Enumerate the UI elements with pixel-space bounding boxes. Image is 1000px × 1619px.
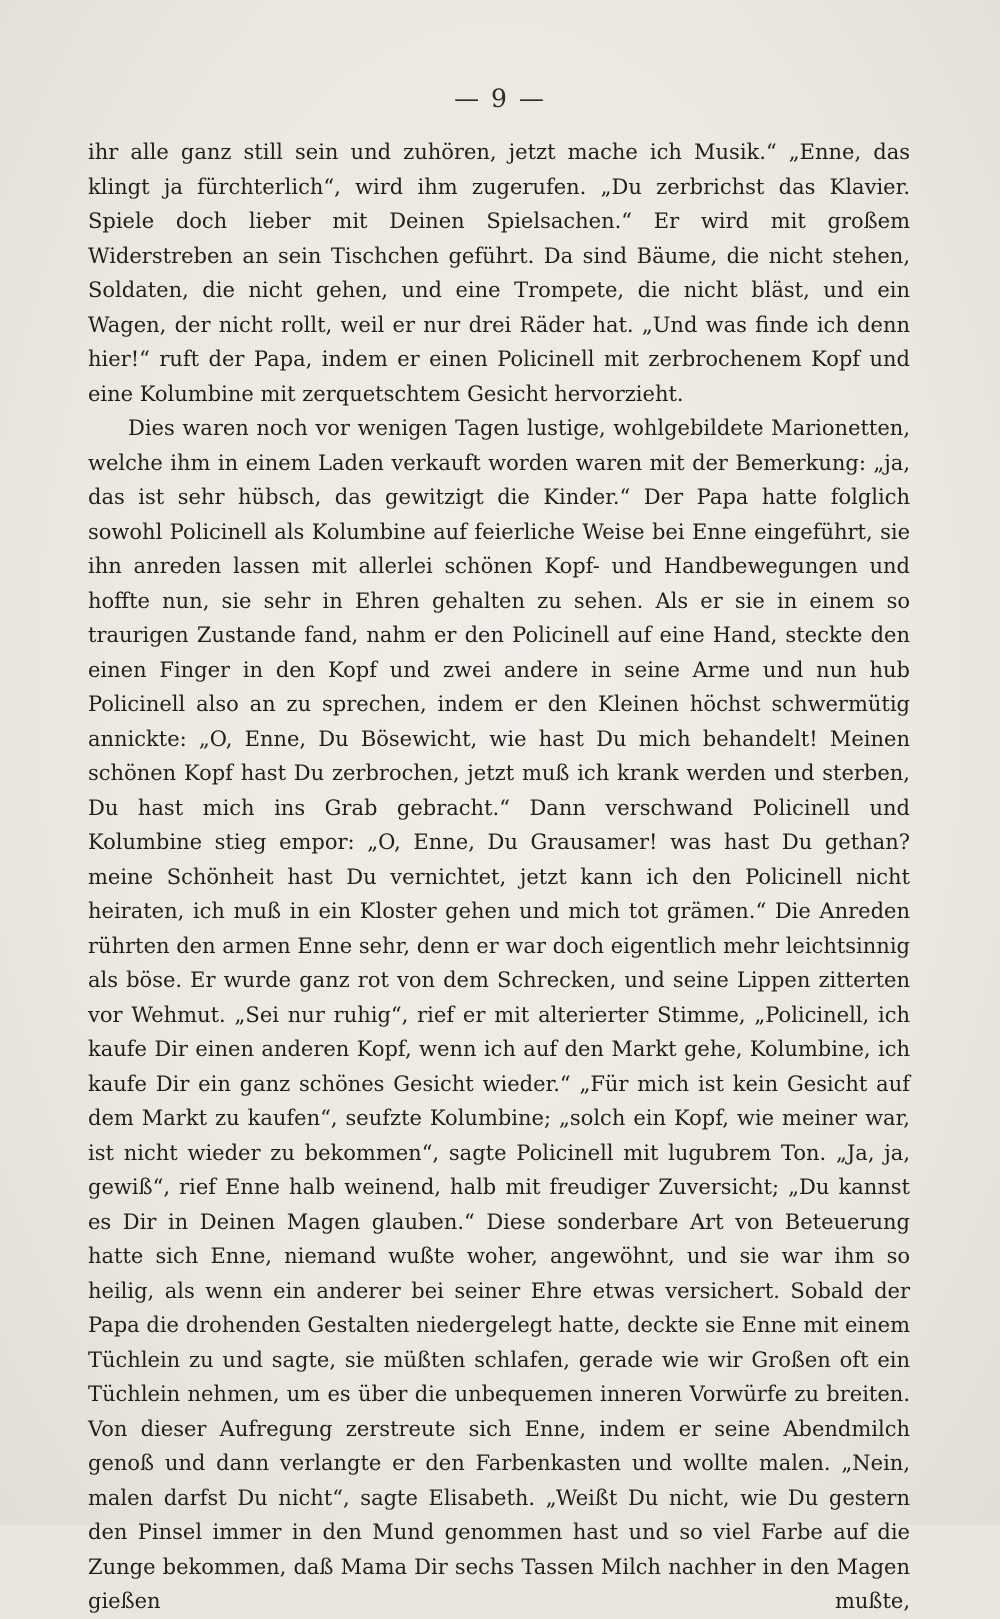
body-text [88, 135, 910, 1619]
paragraph: Dies waren noch vor wenigen Tagen lustige, wohlgebildete Marionetten, welche ihm in einem Laden verkauft worden waren mit der Bemerkung: „ja, das ist sehr hübsch, das gewitzigt die Kinder.“ Der Papa hatte folglich sowohl Policinell als Kolumbine auf feierliche Weise bei Enne eingeführt, sie ihn anreden lassen mit allerlei schönen Kopf- und Handbewegungen und hoffte nun, sie sehr in Ehren gehalten zu sehen. Als er sie in einem so traurigen Zustande fand, nahm er den Policinell auf eine Hand, steckte den einen Finger in den Kopf und zwei andere in seine Arme und nun hub Policinell also an zu sprechen, indem er den Kleinen höchst schwermütig annickte: „O, Enne, Du Bösewicht, wie hast Du mich behandelt! Meinen schönen Kopf hast Du zerbrochen, jetzt muß ich krank werden und sterben, Du hast mich ins Grab gebracht.“ Dann verschwand Policinell und Kolumbine stieg empor: „O, Enne, Du Grausamer! was hast Du gethan? meine Schönheit hast Du vernichtet, jetzt kann ich den Policinell nicht heiraten, ich muß in ein Kloster gehen und mich tot grämen.“ Die Anreden rührten den armen Enne sehr, denn er war doch eigentlich mehr leichtsinnig als böse. Er wurde ganz rot von dem Schrecken, und seine Lippen zitterten vor Wehmut. „Sei nur ruhig“, rief er mit alterierter Stimme, „Policinell, ich kaufe Dir einen anderen Kopf, wenn ich auf den Markt gehe, Kolumbine, ich kaufe Dir ein ganz schönes Gesicht wieder.“ „Für mich ist kein Gesicht auf dem Markt zu kaufen“, seufzte Kolumbine; „solch ein Kopf, wie meiner war, ist nicht wieder zu bekommen“, sagte Policinell mit lugubrem Ton. „Ja, ja, gewiß“, rief Enne halb weinend, halb mit freudiger Zuversicht; „Du kannst es Dir in Deinen Magen glauben.“ Diese sonderbare Art von Beteuerung hatte sich Enne, niemand wußte woher, angewöhnt, und sie war ihm so heilig, als wenn ein anderer bei seiner Ehre etwas versichert. Sobald der Papa die drohenden Gestalten niedergelegt hatte, deckte sie Enne mit einem Tüchlein zu und sagte, sie müßten schlafen, gerade wie wir Großen oft ein Tüchlein nehmen, um es über die unbequemen inneren Vorwürfe zu breiten. Von dieser Aufregung zerstreute sich Enne, indem er seine Abendmilch genoß und dann verlangte er den Farbenkasten und wollte malen. „Nein, malen darfst Du nicht“, sagte Elisabeth. „Weißt Du nicht, wie Du gestern den Pinsel immer in den Mund genommen hast und so viel Farbe auf die Zunge bekommen, daß Mama Dir sechs Tassen Milch nachher in den Magen gießen mußte, [88, 416, 910, 1613]
page-number: — 9 — [454, 84, 546, 113]
paragraph: ihr alle ganz still sein und zuhören, jetzt mache ich Musik.“ „Enne, das klingt ja fürchterlich“, wird ihm zugerufen. „Du zerbrichst das Klavier. Spiele doch lieber mit Deinen Spielsachen.“ Er wird mit großem Widerstreben an sein Tischchen geführt. Da sind Bäume, die nicht stehen, Soldaten, die nicht gehen, und eine Trompete, die nicht bläst, und ein Wagen, der nicht rollt, weil er nur drei Räder hat. „Und was finde ich denn hier!“ ruft der Papa, indem er einen Policinell mit zerbrochenem Kopf und eine Kolumbine mit zerquetschtem Gesicht hervorzieht. [88, 140, 910, 406]
